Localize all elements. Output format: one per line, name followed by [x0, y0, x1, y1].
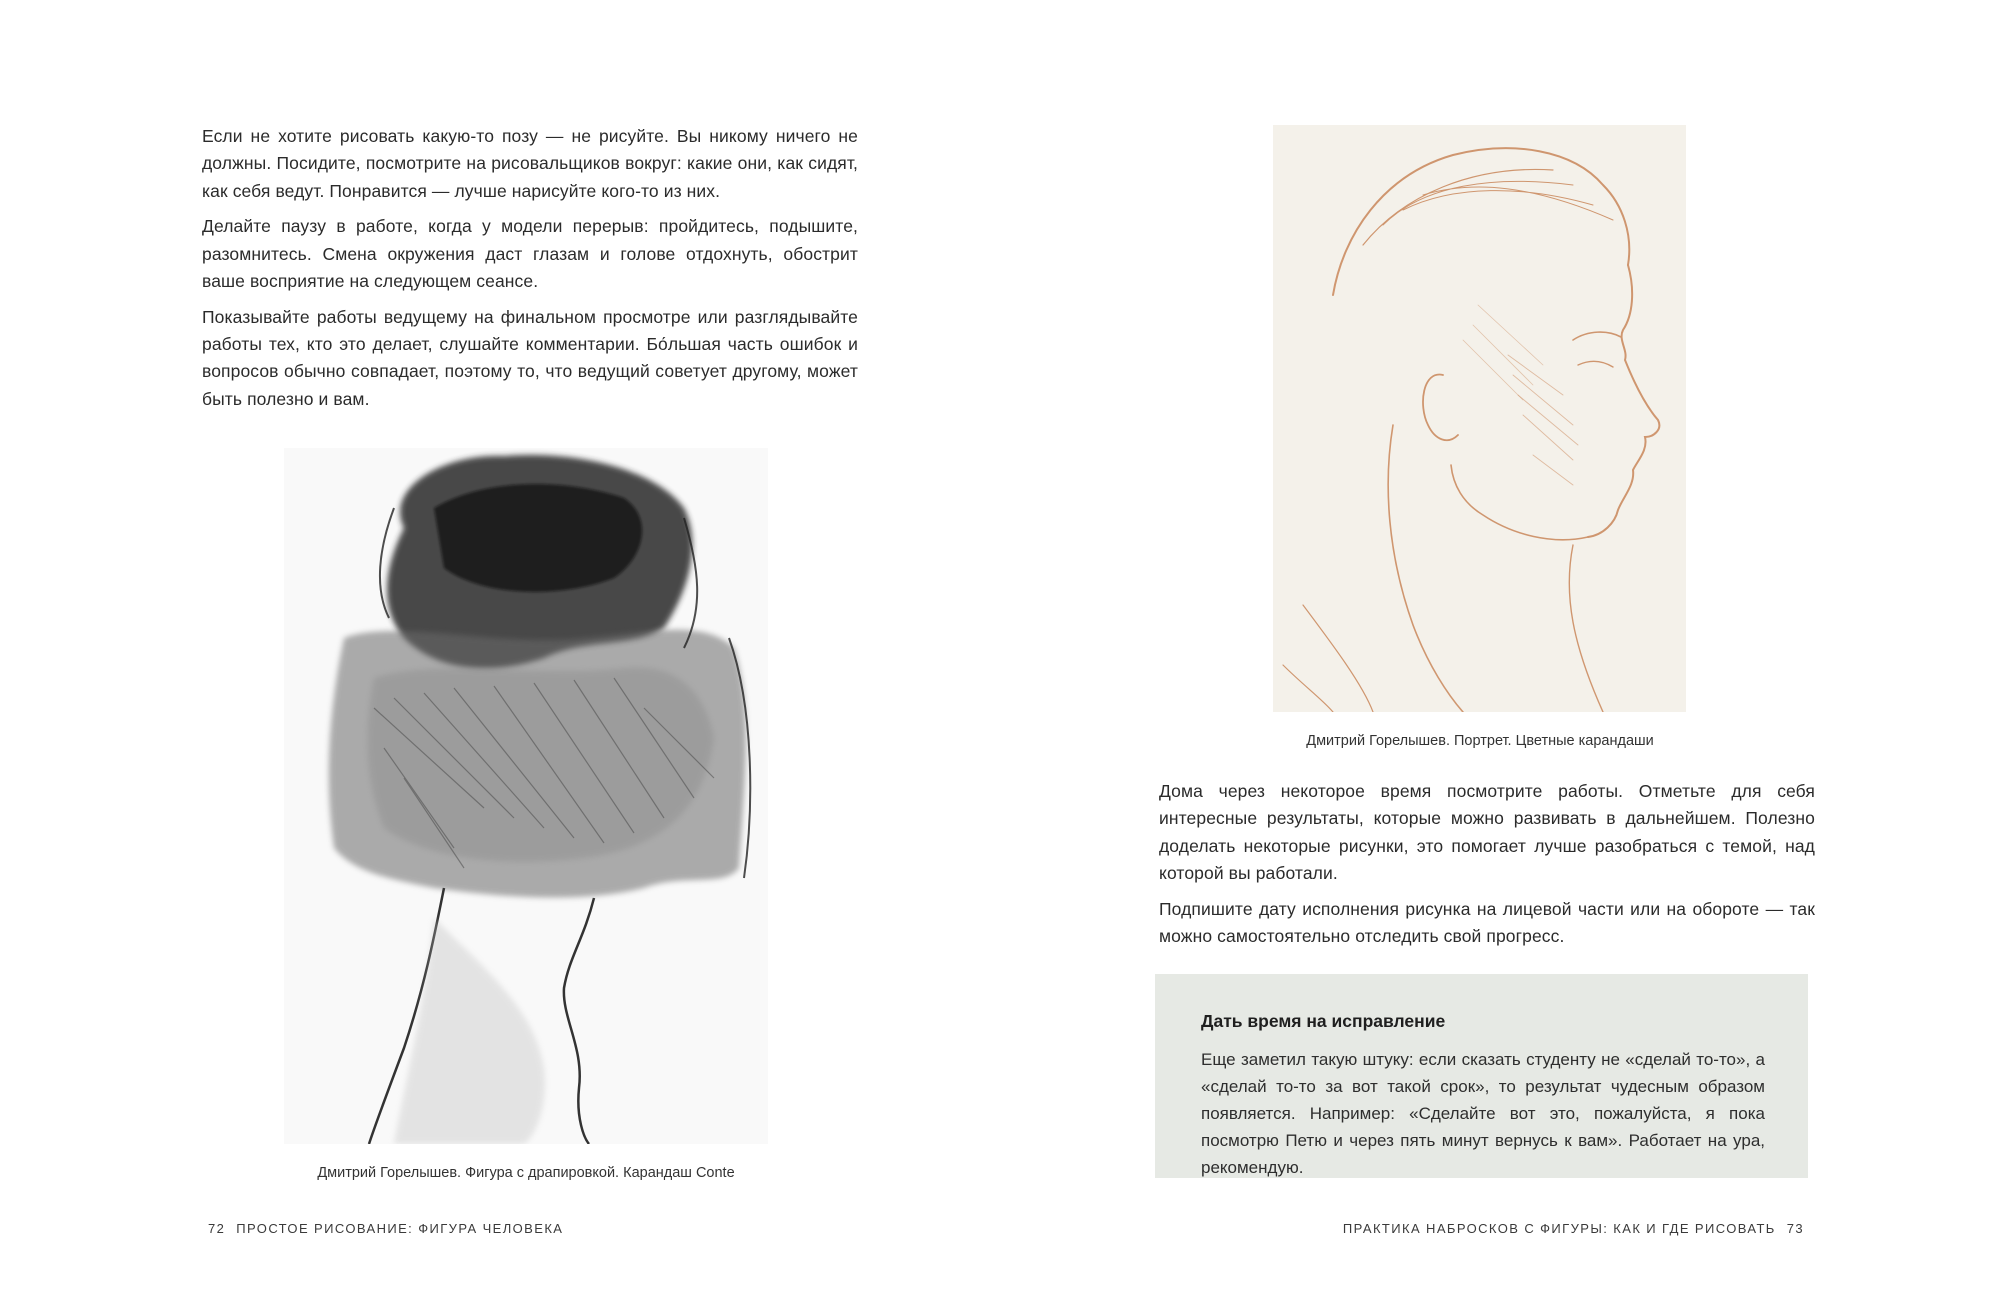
profile-portrait-illustration — [1273, 125, 1686, 712]
running-title: ПРАКТИКА НАБРОСКОВ С ФИГУРЫ: КАК И ГДЕ РИСОВАТЬ — [1342, 1221, 1776, 1236]
tip-box — [1155, 974, 1808, 1178]
running-title: ПРОСТОЕ РИСОВАНИЕ: ФИГУРА ЧЕЛОВЕКА — [236, 1221, 564, 1236]
right-body-text — [1159, 778, 1815, 959]
charcoal-figure-illustration — [284, 448, 768, 1144]
figure-caption: Дмитрий Горелышев. Фигура с драпировкой. Карандаш Conte — [317, 1165, 735, 1181]
tip-body: Еще заметил такую штуку: если сказать студенту не «сделай то-то», а «сделай то-то за вот такой срок», то результат чудесным образом появляется. Например: «Сделайте вот это, пожалуйста, я пока посмотрю Петю и через пять минут вернусь к вам». Работает на ура, рекомендую. — [1201, 1050, 1765, 1177]
paragraph: Подпишите дату исполнения рисунка на лицевой части или на обороте — так можно самостоятельно отследить свой прогресс. — [1159, 898, 1815, 946]
tip-title: Дать время на исправление — [1201, 1011, 1446, 1031]
page-number: 72 — [208, 1221, 226, 1236]
left-body-text — [202, 123, 858, 421]
figure-caption: Дмитрий Горелышев. Портрет. Цветные карандаши — [1306, 733, 1654, 749]
running-footer-right — [1343, 1221, 1810, 1236]
paragraph: Показывайте работы ведущему на финальном просмотре или разглядывайте работы тех, кто это делает, слушайте комментарии. Бо́льшая часть ошибок и вопросов обычно совпадает, поэтому то, что ведущий советует другому, может быть полезно и вам. — [202, 306, 858, 409]
page-number: 73 — [1786, 1221, 1804, 1236]
paragraph: Дома через некоторое время посмотрите работы. Отметьте для себя интересные результаты, которые можно развивать в дальнейшем. Полезно доделать некоторые рисунки, это помогает лучше разобраться с темой, над которой вы работали. — [1159, 781, 1815, 883]
running-footer-left — [202, 1221, 563, 1236]
drapery-figure-drawing — [284, 448, 768, 1144]
paragraph: Делайте паузу в работе, когда у модели перерыв: пройдитесь, подышите, разомнитесь. Смена окружения даст глазам и голове отдохнуть, обострит ваше восприятие на следующем сеансе. — [202, 216, 858, 291]
right-page — [1000, 0, 2000, 1299]
portrait-drawing — [1273, 125, 1686, 712]
paragraph: Если не хотите рисовать какую-то позу — не рисуйте. Вы никому ничего не должны. Посидите, посмотрите на рисовальщиков вокруг: какие они, как сидят, как себя ведут. Понравится — лучше нарисуйте кого-то из них. — [202, 126, 858, 201]
